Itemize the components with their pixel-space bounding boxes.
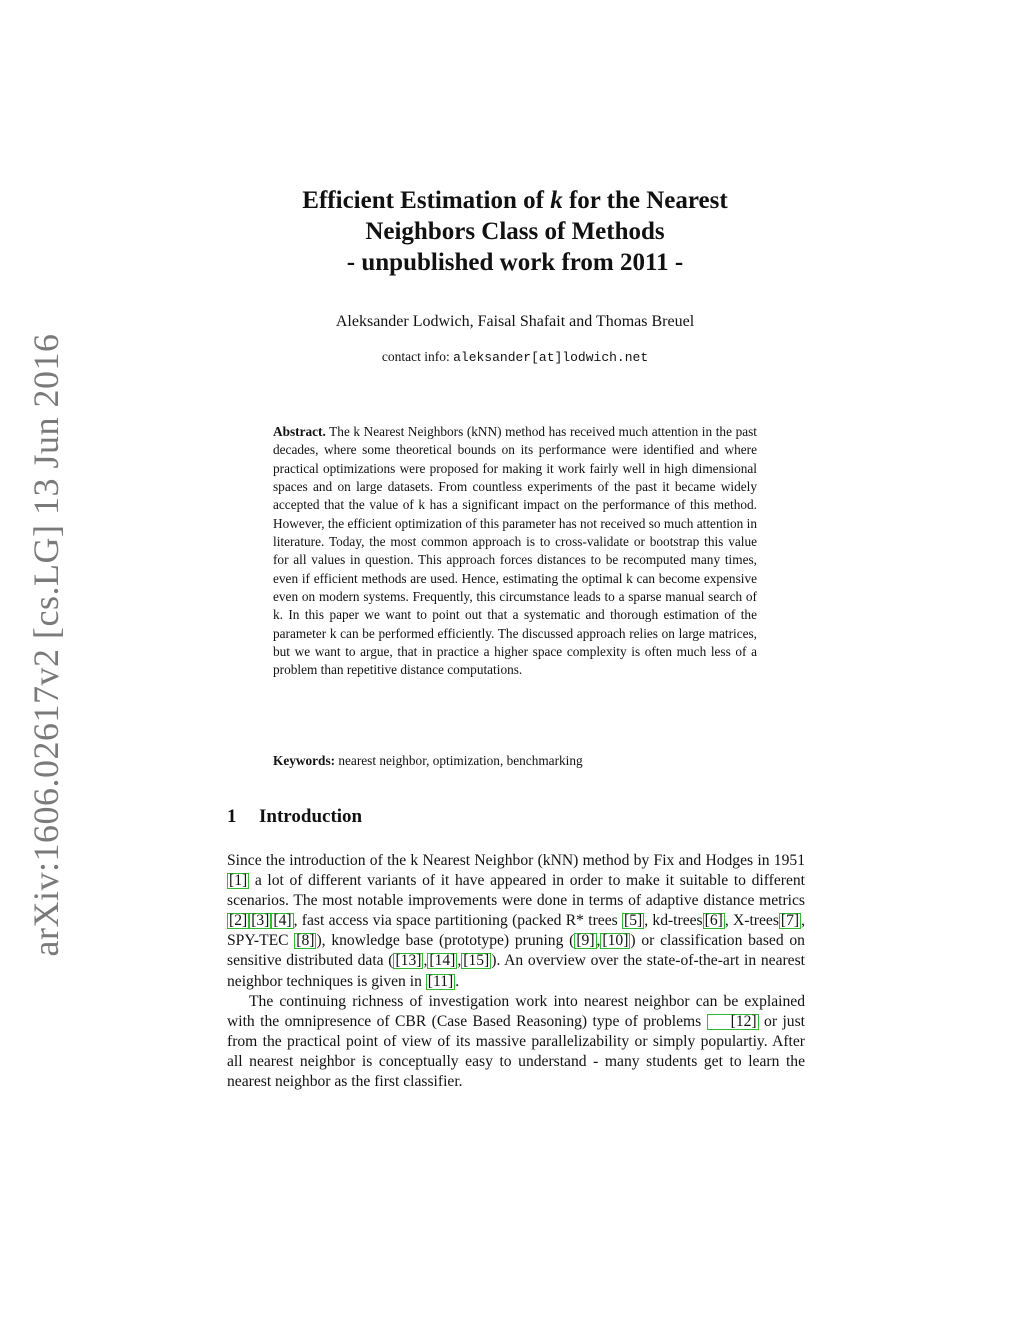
paper-title: [230, 185, 800, 278]
contact-email: aleksander[at]lodwich.net: [453, 350, 649, 365]
keywords: [273, 753, 757, 769]
paragraph-1-text: , kd-trees: [644, 912, 703, 930]
title-line-3: - unpublished work from 2011 -: [346, 249, 684, 276]
paragraph-1-text: .: [455, 972, 460, 990]
citation-link[interactable]: [4]: [273, 912, 292, 930]
title-line-2: Neighbors Class of Methods: [365, 218, 665, 245]
paragraph-1-text: , SPY-TEC: [227, 912, 806, 950]
abstract: [273, 423, 757, 680]
introduction-body: [227, 851, 805, 1092]
citation-link[interactable]: [13]: [395, 952, 422, 970]
paragraph-1-text: ) or classification based on sensitive distributed data (: [227, 932, 805, 970]
paragraph-1-text: ,: [423, 952, 428, 970]
arxiv-stamp-text: arXiv:1606.02617v2 [cs.LG] 13 Jun 2016: [26, 333, 66, 957]
title-line-1-end: for the Nearest: [562, 187, 728, 214]
citation-link[interactable]: [14]: [429, 952, 456, 970]
contact-info: [230, 349, 800, 365]
keywords-label: Keywords:: [273, 753, 336, 768]
citation-link[interactable]: [5]: [624, 912, 643, 930]
citation-link[interactable]: [9]: [576, 932, 595, 950]
citation-link[interactable]: [8]: [296, 932, 315, 950]
title-line-1-start: Efficient Estimation of: [302, 187, 551, 214]
paragraph-1-text: ). An overview over the state-of-the-art in nearest neighbor techniques is given in: [227, 952, 805, 990]
citation-link[interactable]: [3]: [251, 912, 270, 930]
paragraph-1-text: ), knowledge base (prototype) pruning (: [316, 932, 575, 950]
contact-label: contact info:: [381, 349, 454, 364]
abstract-label: Abstract.: [273, 424, 326, 439]
citation-link[interactable]: [7]: [780, 912, 800, 930]
paragraph-1-text: , X-trees: [724, 912, 779, 930]
abstract-text: The k Nearest Neighbors (kNN) method has received much attention in the past decades, where some theoretical bounds on its performance were identified and where practical optimizations were proposed for making it work fairly well in high dimensional spaces and on large datasets. From countless experiments of the past it became widely accepted that the value of k has a significant impact on the performance of this method. However, the efficient optimization of this parameter has not received so much attention in literature. Today, the most common approach is to cross-validate or bootstrap this value for all values in question. This approach forces distances to be recomputed many times, even if efficient methods are used. Hence, estimating the optimal k can become expensive even on modern systems. Frequently, this circumstance leads to a sparse manual search of k. In this paper we want to point out that a systematic and thorough estimation of the parameter k can be performed efficiently. The discussed approach relies on large matrices, but we want to argue, that in practice a higher space complexity is often much less of a problem than repetitive distance computations.: [273, 424, 757, 678]
paragraph-1: [227, 851, 805, 992]
paragraph-1-text: , fast access via space partitioning (packed R* trees: [293, 912, 622, 930]
citation-link[interactable]: [6]: [704, 912, 723, 930]
citation-link[interactable]: [1]: [229, 872, 248, 890]
title-variable-k: k: [550, 187, 563, 214]
paragraph-2-text: The continuing richness of investigation work into nearest neighbor can be explained with the omnipresence of CBR (Case Based Reasoning) type of problems: [227, 992, 805, 1030]
paragraph-1-text: a lot of different variants of it have appeared in order to make it suitable to different scenarios. The most notable improvements were done in terms of adaptive distance metrics: [227, 872, 805, 910]
citation-link[interactable]: [11]: [427, 972, 454, 990]
paragraph-1-text: ,: [457, 952, 462, 970]
citation-link[interactable]: [15]: [463, 952, 490, 970]
paragraph-1-text: Since the introduction of the k Nearest Neighbor (kNN) method by Fix and Hodges in 1951: [227, 852, 805, 869]
citation-link[interactable]: [10]: [602, 932, 629, 950]
paragraph-1-text: ,: [596, 932, 601, 950]
citation-link[interactable]: [2]: [229, 912, 248, 930]
citation-link[interactable]: [12]: [707, 1014, 759, 1030]
title-line-1: [230, 185, 800, 216]
author-list: Aleksander Lodwich, Faisal Shafait and Thomas Breuel: [335, 313, 695, 330]
section-number: 1: [227, 806, 237, 827]
keywords-text: nearest neighbor, optimization, benchmarking: [338, 753, 583, 768]
arxiv-identifier-stamp: [26, 333, 66, 957]
paragraph-2: [227, 992, 805, 1092]
paragraph-2-text: or just from the practical point of view of its massive parallelizability or simply populartiy. After all nearest neighbor is conceptually easy to understand - many students get to learn the nearest neighbor as the first classifier.: [227, 1012, 805, 1091]
section-heading-introduction: [227, 806, 362, 828]
section-title: Introduction: [259, 806, 363, 827]
